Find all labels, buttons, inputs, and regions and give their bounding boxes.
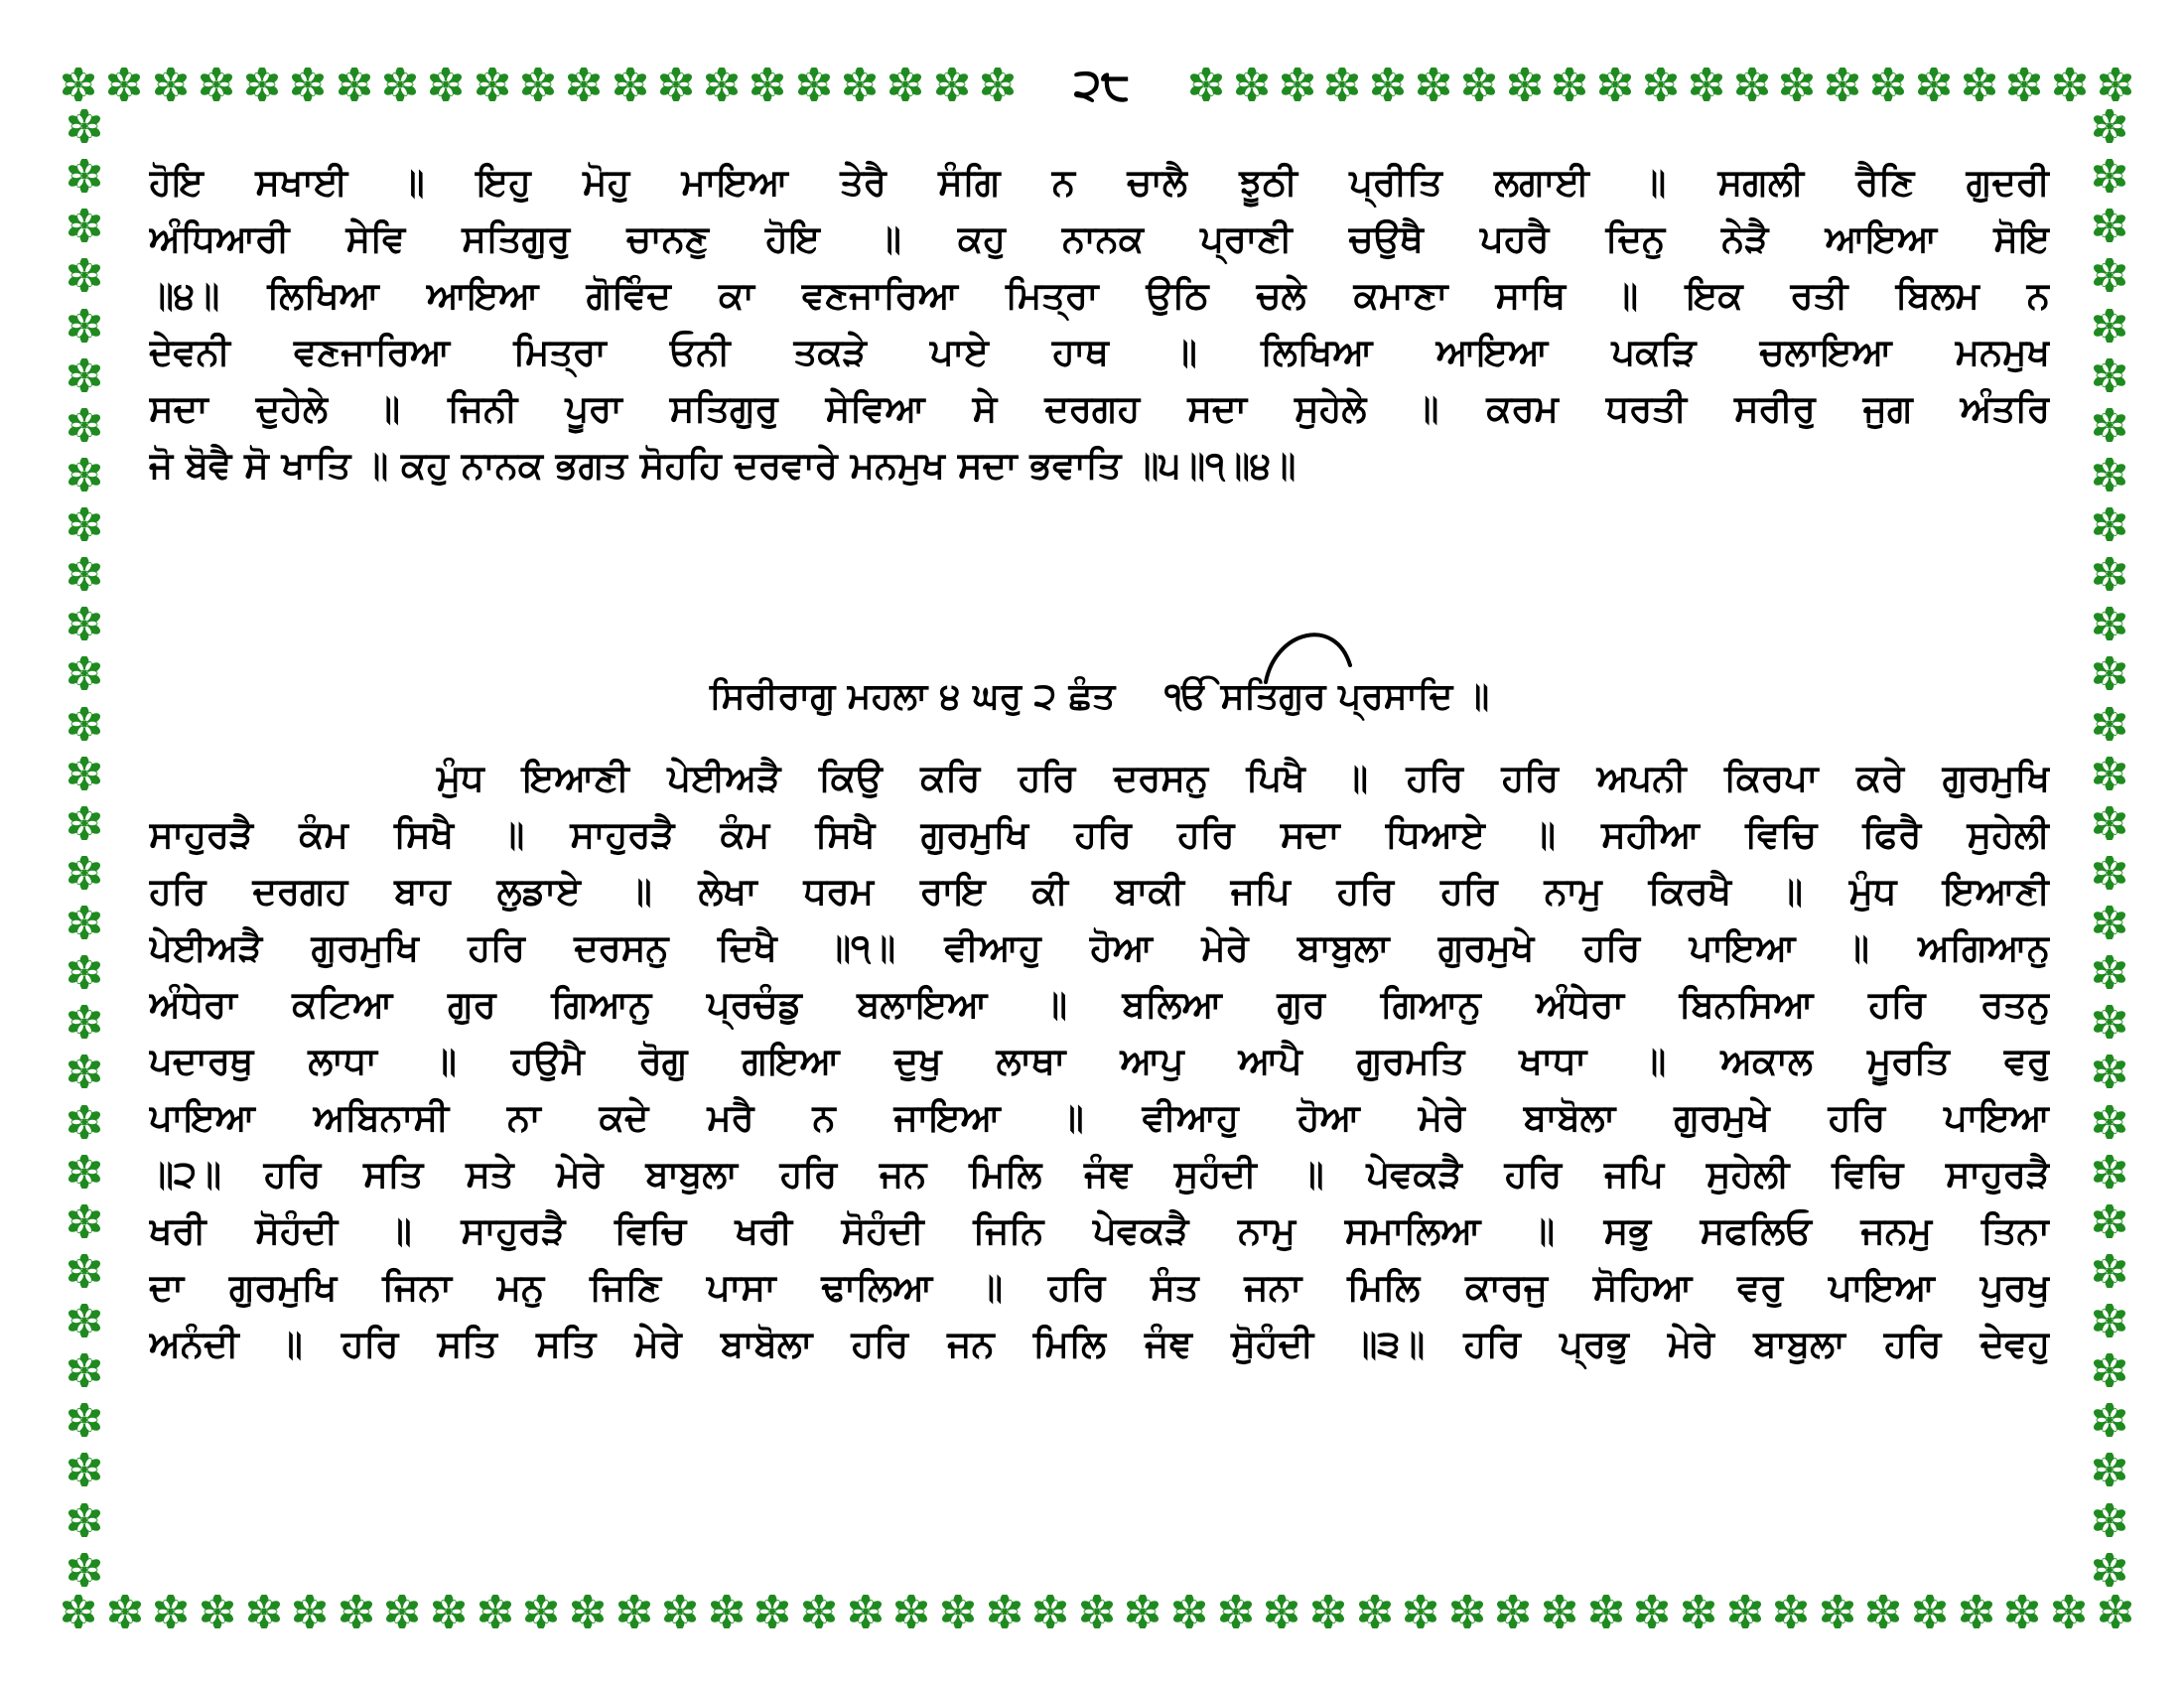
flower-ornament-icon <box>2093 1105 2126 1139</box>
flower-ornament-icon <box>2052 1595 2086 1628</box>
flower-ornament-icon <box>2053 68 2087 101</box>
flower-ornament-icon <box>1417 68 1450 101</box>
flower-ornament-icon <box>2093 408 2126 442</box>
flower-ornament-icon <box>68 656 101 690</box>
flower-ornament-icon <box>524 1595 558 1628</box>
flower-ornament-icon <box>2093 1353 2126 1387</box>
flower-ornament-icon <box>154 68 188 101</box>
flower-ornament-icon <box>68 1403 101 1437</box>
flower-ornament-icon <box>108 1595 142 1628</box>
floral-border-left <box>62 109 107 1587</box>
flower-ornament-icon <box>888 68 922 101</box>
flower-ornament-icon <box>1821 1595 1854 1628</box>
flower-ornament-icon <box>2093 1005 2126 1039</box>
verse-line: ਸਾਹੁਰੜੈ ਕੰਮ ਸਿਖੈ ॥ ਸਾਹੁਰੜੈ ਕੰਮ ਸਿਖੈ ਗੁਰਮੁਖਿ ਹਰਿ ਹਰਿ ਸਦਾ ਧਿਆਏ ॥ ਸਹੀਆ ਵਿਚਿ ਫਿਰੈ ਸੁਹੇਲੀ <box>149 813 2050 856</box>
flower-ornament-icon <box>751 68 784 101</box>
flower-ornament-icon <box>1311 1595 1345 1628</box>
flower-ornament-icon <box>68 1204 101 1238</box>
flower-ornament-icon <box>1780 68 1814 101</box>
flower-ornament-icon <box>1080 1595 1114 1628</box>
flower-ornament-icon <box>849 1595 883 1628</box>
flower-ornament-icon <box>843 68 877 101</box>
flower-ornament-icon <box>62 1595 95 1628</box>
floral-border-right <box>2087 109 2132 1587</box>
flower-ornament-icon <box>797 68 831 101</box>
verse-line: ਪਾਇਆ ਅਬਿਨਾਸੀ ਨਾ ਕਦੇ ਮਰੈ ਨ ਜਾਇਆ ॥ ਵੀਆਹੁ ਹੋਆ ਮੇਰੇ ਬਾਬੋਲਾ ਗੁਰਮੁਖੇ ਹਰਿ ਪਾਇਆ <box>149 1096 2050 1139</box>
flower-ornament-icon <box>2093 1304 2126 1337</box>
flower-ornament-icon <box>201 1595 234 1628</box>
flower-ornament-icon <box>617 1595 651 1628</box>
floral-border-top-left <box>62 62 1015 107</box>
flower-ornament-icon <box>68 1503 101 1537</box>
flower-ornament-icon <box>988 1595 1022 1628</box>
flower-ornament-icon <box>2099 68 2132 101</box>
flower-ornament-icon <box>68 1254 101 1288</box>
floral-border-bottom <box>62 1589 2132 1634</box>
flower-ornament-icon <box>614 68 647 101</box>
flower-ornament-icon <box>68 557 101 591</box>
flower-ornament-icon <box>200 68 233 101</box>
verse-line: ॥੨॥ ਹਰਿ ਸਤਿ ਸਤੇ ਮੇਰੇ ਬਾਬੁਲਾ ਹਰਿ ਜਨ ਮਿਲਿ ਜੰਞ ਸੁਹੰਦੀ ॥ ਪੇਵਕੜੈ ਹਰਿ ਜਪਿ ਸੁਹੇਲੀ ਵਿਚਿ ਸਾਹੁਰੜੈ <box>149 1153 2050 1196</box>
flower-ornament-icon <box>755 1595 789 1628</box>
flower-ornament-icon <box>1690 68 1723 101</box>
floral-border-top-right <box>1189 62 2132 107</box>
flower-ornament-icon <box>68 906 101 939</box>
flower-ornament-icon <box>1543 1595 1576 1628</box>
flower-ornament-icon <box>2093 1403 2126 1437</box>
verse-line: ਖਰੀ ਸੋਹੰਦੀ ॥ ਸਾਹੁਰੜੈ ਵਿਚਿ ਖਰੀ ਸੋਹੰਦੀ ਜਿਨਿ ਪੇਵਕੜੈ ਨਾਮੁ ਸਮਾਲਿਆ ॥ ਸਭੁ ਸਫਲਿਓ ਜਨਮੁ ਤਿਨਾ <box>149 1209 2050 1252</box>
flower-ornament-icon <box>2093 1254 2126 1288</box>
flower-ornament-icon <box>710 1595 744 1628</box>
flower-ornament-icon <box>2093 1155 2126 1189</box>
flower-ornament-icon <box>1913 1595 1947 1628</box>
flower-ornament-icon <box>935 68 969 101</box>
flower-ornament-icon <box>68 309 101 343</box>
flower-ornament-icon <box>68 1005 101 1039</box>
flower-ornament-icon <box>1508 68 1542 101</box>
flower-ornament-icon <box>567 68 601 101</box>
flower-ornament-icon <box>1325 68 1359 101</box>
flower-ornament-icon <box>68 1353 101 1387</box>
flower-ornament-icon <box>68 1155 101 1189</box>
verse-line: ਜੋ ਬੋਵੈ ਸੋ ਖਾਤਿ ॥ ਕਹੁ ਨਾਨਕ ਭਗਤ ਸੋਹਹਿ ਦਰਵਾਰੇ ਮਨਮੁਖ ਸਦਾ ਭਵਾਤਿ ॥੫॥੧॥੪॥ <box>149 444 1297 487</box>
flower-ornament-icon <box>1866 1595 1900 1628</box>
flower-ornament-icon <box>2093 109 2126 143</box>
flower-ornament-icon <box>338 68 371 101</box>
page-number: ੨੮ <box>1073 60 1131 110</box>
flower-ornament-icon <box>68 209 101 242</box>
flower-ornament-icon <box>68 1055 101 1088</box>
flower-ornament-icon <box>68 258 101 292</box>
flower-ornament-icon <box>429 68 463 101</box>
flower-ornament-icon <box>1358 1595 1392 1628</box>
verse-line: ਮੁੰਧ ਇਆਣੀ ਪੇਈਅੜੈ ਕਿਉ ਕਰਿ ਹਰਿ ਦਰਸਨੁ ਪਿਖੈ ॥ ਹਰਿ ਹਰਿ ਅਪਨੀ ਕਿਰਪਾ ਕਰੇ ਗੁਰਮੁਖਿ <box>437 757 2050 799</box>
flower-ornament-icon <box>432 1595 466 1628</box>
verse-line: ਹਰਿ ਦਰਗਹ ਬਾਹ ਲੁਡਾਏ ॥ ਲੇਖਾ ਧਰਮ ਰਾਇ ਕੀ ਬਾਕੀ ਜਪਿ ਹਰਿ ਹਰਿ ਨਾਮੁ ਕਿਰਖੈ ॥ ਮੁੰਧ ਇਆਣੀ <box>149 870 2050 913</box>
flower-ornament-icon <box>1462 68 1496 101</box>
flower-ornament-icon <box>68 159 101 193</box>
flower-ornament-icon <box>1033 1595 1067 1628</box>
mool-invocation: ੴ ਸਤਿਗੁਰ ਪ੍ਰਸਾਦਿ ॥ <box>1164 676 1490 717</box>
verse-line: ਪੇਈਅੜੈ ਗੁਰਮੁਖਿ ਹਰਿ ਦਰਸਨੁ ਦਿਖੈ ॥੧॥ ਵੀਆਹੁ ਹੋਆ ਮੇਰੇ ਬਾਬੁਲਾ ਗੁਰਮੁਖੇ ਹਰਿ ਪਾਇਆ ॥ ਅਗਿਆਨੁ <box>149 926 2050 969</box>
verse-line: ਦੇਵਨੀ ਵਣਜਾਰਿਆ ਮਿਤ੍ਰਾ ਓਨੀ ਤਕੜੇ ਪਾਏ ਹਾਥ ॥ ਲਿਖਿਆ ਆਇਆ ਪਕੜਿ ਚਲਾਇਆ ਮਨਮੁਖ <box>149 331 2050 373</box>
flower-ornament-icon <box>1682 1595 1715 1628</box>
flower-ornament-icon <box>2093 607 2126 640</box>
flower-ornament-icon <box>2093 707 2126 741</box>
flower-ornament-icon <box>154 1595 188 1628</box>
flower-ornament-icon <box>1450 1595 1484 1628</box>
verse-line: ਪਦਾਰਥੁ ਲਾਧਾ ॥ ਹਉਮੈ ਰੋਗੁ ਗਇਆ ਦੁਖੁ ਲਾਥਾ ਆਪੁ ਆਪੈ ਗੁਰਮਤਿ ਖਾਧਾ ॥ ਅਕਾਲ ਮੂਰਤਿ ਵਰੁ <box>149 1040 2050 1082</box>
flower-ornament-icon <box>1826 68 1859 101</box>
flower-ornament-icon <box>68 1304 101 1337</box>
flower-ornament-icon <box>68 458 101 492</box>
flower-ornament-icon <box>894 1595 928 1628</box>
flower-ornament-icon <box>1728 1595 1762 1628</box>
flower-ornament-icon <box>62 68 95 101</box>
flower-ornament-icon <box>2093 309 2126 343</box>
flower-ornament-icon <box>1189 68 1223 101</box>
flower-ornament-icon <box>2093 1204 2126 1238</box>
verse-block-1 <box>149 154 2050 493</box>
flower-ornament-icon <box>68 806 101 840</box>
verse-line: ॥੪॥ ਲਿਖਿਆ ਆਇਆ ਗੋਵਿੰਦ ਕਾ ਵਣਜਾਰਿਆ ਮਿਤ੍ਰਾ ਉਠਿ ਚਲੇ ਕਮਾਣਾ ਸਾਥਿ ॥ ਇਕ ਰਤੀ ਬਿਲਮ ਨ <box>149 274 2050 317</box>
flower-ornament-icon <box>941 1595 975 1628</box>
flower-ornament-icon <box>68 1105 101 1139</box>
flower-ornament-icon <box>1871 68 1905 101</box>
flower-ornament-icon <box>1404 1595 1437 1628</box>
flower-ornament-icon <box>2093 557 2126 591</box>
flower-ornament-icon <box>68 1553 101 1587</box>
flower-ornament-icon <box>2093 1453 2126 1486</box>
flower-ornament-icon <box>1635 1595 1669 1628</box>
verse-line: ਦਾ ਗੁਰਮੁਖਿ ਜਿਨਾ ਮਨੁ ਜਿਣਿ ਪਾਸਾ ਢਾਲਿਆ ॥ ਹਰਿ ਸੰਤ ਜਨਾ ਮਿਲਿ ਕਾਰਜੁ ਸੋਹਿਆ ਵਰੁ ਪਾਇਆ ਪੁਰਖੁ <box>149 1266 2050 1309</box>
flower-ornament-icon <box>340 1595 373 1628</box>
flower-ornament-icon <box>68 358 101 392</box>
flower-ornament-icon <box>659 68 693 101</box>
flower-ornament-icon <box>1126 1595 1160 1628</box>
flower-ornament-icon <box>68 707 101 741</box>
flower-ornament-icon <box>247 1595 281 1628</box>
verse-line: ਅੰਧੇਰਾ ਕਟਿਆ ਗੁਰ ਗਿਆਨੁ ਪ੍ਰਚੰਡੁ ਬਲਾਇਆ ॥ ਬਲਿਆ ਗੁਰ ਗਿਆਨੁ ਅੰਧੇਰਾ ਬਿਨਸਿਆ ਹਰਿ ਰਤਨੁ <box>149 983 2050 1026</box>
flower-ornament-icon <box>1917 68 1951 101</box>
flower-ornament-icon <box>1219 1595 1253 1628</box>
flower-ornament-icon <box>385 1595 419 1628</box>
flower-ornament-icon <box>68 109 101 143</box>
flower-ornament-icon <box>2093 1553 2126 1587</box>
flower-ornament-icon <box>2093 656 2126 690</box>
raag-title: ਸਿਰੀਰਾਗੁ ਮਹਲਾ ੪ ਘਰੁ ੨ ਛੰਤ <box>709 676 1116 717</box>
flower-ornament-icon <box>1496 1595 1530 1628</box>
flower-ornament-icon <box>1963 68 1996 101</box>
flower-ornament-icon <box>1371 68 1405 101</box>
flower-ornament-icon <box>2093 1055 2126 1088</box>
flower-ornament-icon <box>1774 1595 1808 1628</box>
flower-ornament-icon <box>107 68 141 101</box>
flower-ornament-icon <box>663 1595 697 1628</box>
flower-ornament-icon <box>521 68 555 101</box>
flower-ornament-icon <box>68 757 101 790</box>
flower-ornament-icon <box>981 68 1015 101</box>
flower-ornament-icon <box>476 68 509 101</box>
flower-ornament-icon <box>1265 1595 1298 1628</box>
flower-ornament-icon <box>1960 1595 1993 1628</box>
flower-ornament-icon <box>2005 1595 2039 1628</box>
flower-ornament-icon <box>2093 258 2126 292</box>
verse-line: ਅੰਧਿਆਰੀ ਸੇਵਿ ਸਤਿਗੁਰੁ ਚਾਨਣੁ ਹੋਇ ॥ ਕਹੁ ਨਾਨਕ ਪ੍ਰਾਣੀ ਚਉਥੈ ਪਹਰੈ ਦਿਨੁ ਨੇੜੈ ਆਇਆ ਸੋਇ <box>149 217 2050 260</box>
flower-ornament-icon <box>68 1453 101 1486</box>
flower-ornament-icon <box>68 955 101 989</box>
verse-block-2 <box>149 750 2050 1372</box>
flower-ornament-icon <box>383 68 417 101</box>
flower-ornament-icon <box>1644 68 1678 101</box>
verse-line: ਹੋਇ ਸਖਾਈ ॥ ਇਹੁ ਮੋਹੁ ਮਾਇਆ ਤੇਰੈ ਸੰਗਿ ਨ ਚਾਲੈ ਝੂਠੀ ਪ੍ਰੀਤਿ ਲਗਾਈ ॥ ਸਗਲੀ ਰੈਣਿ ਗੁਦਰੀ <box>149 161 2050 204</box>
flower-ornament-icon <box>478 1595 512 1628</box>
flower-ornament-icon <box>1172 1595 1206 1628</box>
flower-ornament-icon <box>2093 159 2126 193</box>
verse-line: ਸਦਾ ਦੁਹੇਲੇ ॥ ਜਿਨੀ ਪੂਰਾ ਸਤਿਗੁਰੁ ਸੇਵਿਆ ਸੇ ਦਰਗਹ ਸਦਾ ਸੁਹੇਲੇ ॥ ਕਰਮ ਧਰਤੀ ਸਰੀਰੁ ਜੁਗ ਅੰਤਰਿ <box>149 387 2050 430</box>
flower-ornament-icon <box>2099 1595 2132 1628</box>
flower-ornament-icon <box>705 68 739 101</box>
flower-ornament-icon <box>2093 806 2126 840</box>
flower-ornament-icon <box>2093 458 2126 492</box>
flower-ornament-icon <box>293 1595 327 1628</box>
flower-ornament-icon <box>68 856 101 890</box>
flower-ornament-icon <box>2093 955 2126 989</box>
flower-ornament-icon <box>68 507 101 541</box>
flower-ornament-icon <box>291 68 325 101</box>
flower-ornament-icon <box>1735 68 1769 101</box>
flower-ornament-icon <box>2007 68 2041 101</box>
flower-ornament-icon <box>2093 856 2126 890</box>
flower-ornament-icon <box>571 1595 605 1628</box>
flower-ornament-icon <box>1281 68 1314 101</box>
flower-ornament-icon <box>1235 68 1269 101</box>
verse-line: ਅਨੰਦੀ ॥ ਹਰਿ ਸਤਿ ਸਤਿ ਮੇਰੇ ਬਾਬੋਲਾ ਹਰਿ ਜਨ ਮਿਲਿ ਜੰਞ ਸੋੁਹੰਦੀ ॥੩॥ ਹਰਿ ਪ੍ਰਭੁ ਮੇਰੇ ਬਾਬੁਲਾ ਹਰਿ ਦੇਵਹੁ <box>149 1323 2050 1365</box>
flower-ornament-icon <box>2093 906 2126 939</box>
flower-ornament-icon <box>802 1595 836 1628</box>
flower-ornament-icon <box>1598 68 1632 101</box>
flower-ornament-icon <box>1553 68 1586 101</box>
section-heading <box>149 667 2050 727</box>
flower-ornament-icon <box>2093 209 2126 242</box>
flower-ornament-icon <box>2093 757 2126 790</box>
flower-ornament-icon <box>1589 1595 1623 1628</box>
flower-ornament-icon <box>2093 1503 2126 1537</box>
flower-ornament-icon <box>68 408 101 442</box>
flower-ornament-icon <box>245 68 279 101</box>
flower-ornament-icon <box>2093 358 2126 392</box>
flower-ornament-icon <box>2093 507 2126 541</box>
flower-ornament-icon <box>68 607 101 640</box>
